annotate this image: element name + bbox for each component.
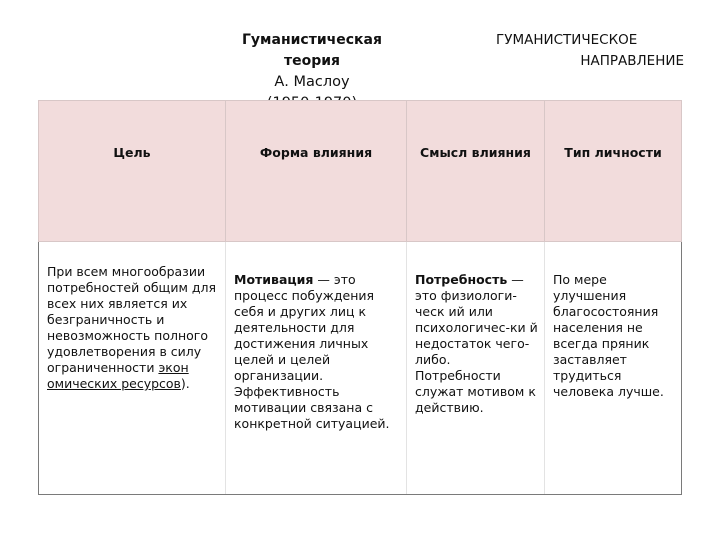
cell-type-text: По мере улучшения благосостояния населения не всегда пряник заставляет трудиться человека лучше. <box>553 272 664 399</box>
cell-meaning-text: — это физиологи-ческ ий или психологичес-ки й недостаток чего-либо. Потребности служат мотивом к действию. <box>415 272 538 415</box>
column-header-type <box>545 101 682 242</box>
column-header-meaning <box>407 101 545 242</box>
right-title <box>470 30 700 72</box>
economic-resources-link-part2[interactable]: омических ресурсов <box>47 376 181 391</box>
term-motivation: Мотивация <box>234 272 314 287</box>
cell-goal-text: При всем многообразии потребностей общим для всех них является их безграничность и невозможность полного удовлетворения в силу ограниченности <box>47 264 217 375</box>
column-header-goal-label: Цель <box>113 145 151 160</box>
table-row <box>39 242 682 495</box>
left-title-line2: теория <box>283 53 341 69</box>
left-title-line1: Гуманистическая <box>242 32 382 48</box>
cell-goal <box>39 242 226 495</box>
table-header-row <box>39 101 682 242</box>
left-title-author: А. Маслоу <box>274 74 350 90</box>
cell-form <box>226 242 407 495</box>
column-header-goal <box>39 101 226 242</box>
economic-resources-link-part1[interactable]: экон <box>158 360 189 375</box>
column-header-type-label: Тип личности <box>564 145 662 160</box>
column-header-form-label: Форма влияния <box>259 145 373 160</box>
column-header-form <box>226 101 407 242</box>
right-title-line1: ГУМАНИСТИЧЕСКОЕ <box>496 32 638 48</box>
cell-goal-end: ). <box>180 376 190 391</box>
term-need: Потребность <box>415 272 508 287</box>
right-title-line2: НАПРАВЛЕНИЕ <box>580 53 684 69</box>
comparison-table <box>38 100 682 495</box>
cell-type <box>545 242 682 495</box>
column-header-meaning-label: Смысл влияния <box>420 145 531 160</box>
cell-meaning <box>407 242 545 495</box>
cell-form-text: — это процесс побуждения себя и других лиц к деятельности для достижения личных целей и целей организации. Эффективность мотивации связана с конкретной ситуацией. <box>234 272 390 431</box>
